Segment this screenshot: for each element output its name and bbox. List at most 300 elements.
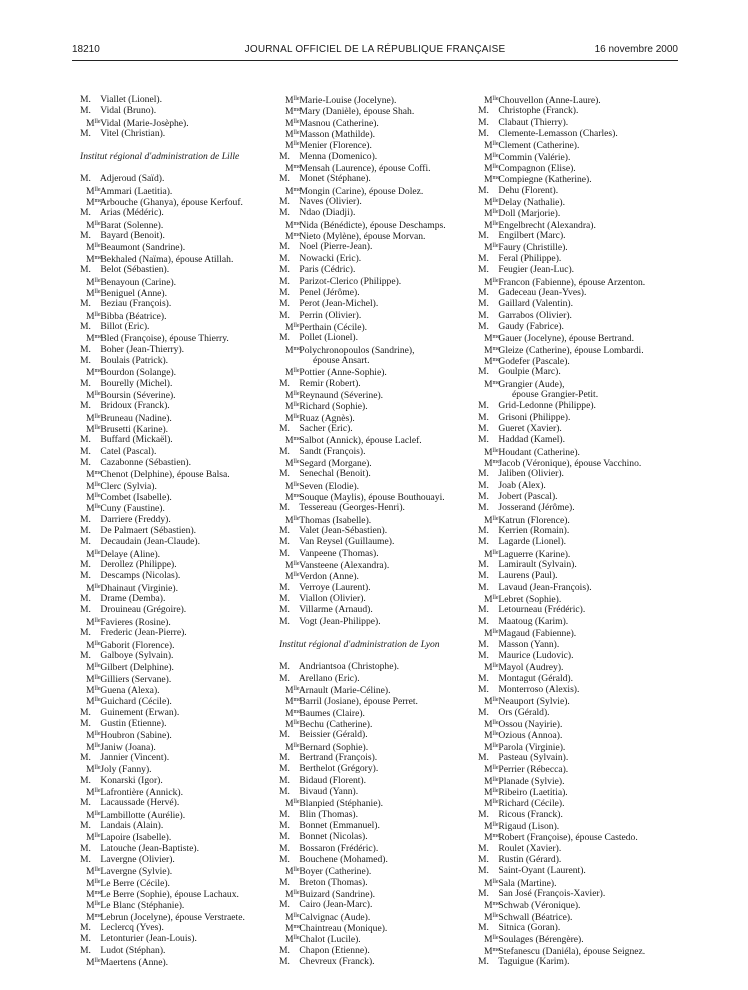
civility-title: M. [279,661,290,673]
person-name: Gaborit (Florence). [100,639,175,651]
person-name: Maatoug (Karim). [498,615,569,627]
person-name: Perthain (Cécile). [299,321,368,333]
column-3 [478,94,678,967]
civility-title: M. [478,581,489,593]
list-item [279,468,475,479]
person-name: Masnou (Catherine). [299,117,379,129]
civility-title: M. [80,400,91,412]
list-item [478,310,678,321]
list-item [80,525,275,536]
civility-title: M. [478,105,489,117]
civility-title: M. [478,649,489,661]
list-item [80,797,275,808]
civility-title: M. [478,434,489,446]
list-item [478,400,678,411]
list-item [80,298,275,309]
civility-title: $M^{lle}$ [285,741,300,753]
list-item [80,389,275,400]
list-item [279,94,475,105]
civility-title: M. [279,536,290,548]
person-name: Jobert (Pascal). [498,491,558,503]
list-item [80,468,275,479]
person-name: Lavergne (Sylvie). [100,866,173,878]
list-item [478,230,678,241]
person-name: Laurens (Paul). [498,570,558,582]
person-name: Bossaron (Frédéric). [299,842,379,854]
list-item [279,128,475,139]
list-item [478,468,678,479]
person-name: Combet (Isabelle). [100,492,172,504]
person-name: Lebret (Sophie). [498,594,562,606]
list-item [279,105,475,116]
spacer [279,627,475,638]
person-name: Lafrontière (Annick). [100,786,183,798]
list-item [80,117,275,128]
list-item [80,650,275,661]
civility-title: M. [478,525,489,537]
person-name: Feral (Philippe). [498,252,562,264]
civility-title: M. [279,842,290,854]
civility-title: M. [478,502,489,514]
list-item [279,366,475,377]
list-item [279,298,475,309]
list-item [478,139,678,150]
list-item [279,593,475,604]
civility-title: $M^{me}$ [285,219,301,231]
person-name: Bayard (Benoit). [100,230,165,242]
person-name: Verdon (Anne). [299,571,359,583]
publication-date: 16 novembre 2000 [594,44,678,55]
list-item [279,933,475,944]
civility-title: M. [478,615,489,627]
person-name: Bibba (Béatrice). [100,310,167,322]
person-name: Senechal (Benoit). [299,468,371,480]
civility-title: M. [478,536,489,548]
person-name: Lacaussade (Hervé). [100,797,180,809]
civility-title: $M^{lle}$ [285,866,300,878]
civility-title: M. [80,457,91,468]
civility-title: $M^{lle}$ [484,242,499,254]
list-item [80,264,275,275]
civility-title: M. [279,173,290,185]
list-item [279,264,475,275]
list-item [279,491,475,502]
list-item [279,412,475,423]
civility-title: M. [80,298,91,310]
person-name: Arellano (Eric). [298,672,360,684]
civility-title: M. [80,922,91,934]
person-name: Lavergne (Olivier). [100,854,175,866]
list-item [80,536,275,547]
civility-title: M. [478,922,489,934]
civility-title: M. [80,854,91,866]
civility-title: M. [279,729,290,741]
person-name: Engilbert (Marc). [498,230,566,242]
list-item [80,434,275,445]
civility-title: M. [279,581,290,593]
person-name: Ossou (Nayirie). [498,718,563,730]
person-name: Vansteene (Alexandra). [299,560,390,572]
list-item-continuation: épouse Grangier-Petit. [512,388,599,400]
civility-title: M. [279,820,290,831]
civility-title: $M^{lle}$ [86,684,101,696]
civility-title: M. [478,252,489,264]
person-name: Delaye (Aline). [100,548,161,560]
civility-title: $M^{lle}$ [484,276,499,288]
list-item [80,604,275,615]
list-item [478,366,678,377]
person-name: Perrier (Rébecca). [498,764,569,776]
list-item [80,502,275,513]
civility-title: M. [279,944,290,956]
person-name: Schwall (Béatrice). [498,911,573,923]
person-name: Pottier (Anne-Sophie). [299,367,387,379]
civility-title: $M^{lle}$ [285,129,300,141]
civility-title: $M^{lle}$ [285,934,300,946]
civility-title: M. [80,128,91,140]
person-name: Stefanescu (Daniéla), épouse Seignez. [498,945,646,957]
list-item [478,831,678,842]
civility-title: $M^{lle}$ [484,775,499,787]
civility-title: $M^{lle}$ [484,219,499,231]
civility-title: $M^{me}$ [484,174,500,186]
person-name: Breton (Thomas). [299,876,368,888]
list-item [478,128,678,139]
list-item [279,695,475,706]
person-name: Remir (Robert). [299,377,361,389]
list-item [478,480,678,491]
civility-title: M. [478,842,489,854]
list-item [80,593,275,604]
person-name: Parola (Virginie). [498,741,566,753]
civility-title: M. [80,513,91,525]
civility-title: $M^{lle}$ [86,877,101,889]
list-item [80,877,275,888]
list-item [478,786,678,797]
person-name: Galboye (Sylvain). [100,649,174,661]
person-name: Monterroso (Alexis). [498,683,580,695]
person-name: Cazabonne (Sébastien). [100,457,191,468]
list-item [478,797,678,808]
list-item [478,287,678,298]
list-item [478,888,678,899]
list-item [80,400,275,411]
list-item [279,400,475,411]
list-item [279,310,475,321]
list-item [80,491,275,502]
list-item [478,922,678,933]
civility-title: $M^{lle}$ [285,684,300,696]
list-item [80,310,275,321]
person-name: Bled (Françoise), épouse Thierry. [100,333,229,345]
person-name: Vidal (Marie-Josèphe). [100,117,189,129]
list-item [80,741,275,752]
person-name: Bidaud (Florent). [299,774,367,786]
person-name: Lagarde (Lionel). [498,536,567,548]
list-item [80,945,275,956]
list-item [478,207,678,218]
list-item [279,616,475,627]
journal-title: JOURNAL OFFICIEL DE LA RÉPUBLIQUE FRANÇAISE [244,44,506,55]
person-name: Mongin (Carine), épouse Dolez. [299,185,424,197]
list-item [478,820,678,831]
civility-title: M. [80,933,91,945]
list-item [478,412,678,423]
civility-title: M. [279,196,290,208]
list-item [279,332,475,343]
person-name: Delay (Nathalie). [498,197,565,209]
civility-title: $M^{lle}$ [86,764,101,776]
person-name: Nieto (Mylène), épouse Morvan. [299,231,426,243]
civility-title: $M^{lle}$ [86,219,101,231]
person-name: Bridoux (Franck). [100,400,170,412]
person-name: Pasteau (Sylvain). [498,751,569,763]
civility-title: M. [478,559,489,571]
civility-title: $M^{lle}$ [484,514,499,526]
list-item [279,139,475,150]
civility-title: M. [279,332,290,344]
person-name: Boyer (Catherine). [299,866,372,878]
person-name: Richard (Sophie). [299,401,368,413]
person-name: Guinement (Erwan). [100,706,180,718]
civility-title: $M^{lle}$ [285,389,300,401]
civility-title: $M^{lle}$ [86,548,101,560]
person-name: Drouineau (Grégoire). [100,604,187,616]
list-item [279,480,475,491]
list-item [279,344,475,355]
list-item [80,378,275,389]
person-name: Nowacki (Eric). [299,252,362,264]
list-item [80,673,275,684]
list-item [478,536,678,547]
civility-title: M. [80,842,91,854]
person-name: Viallet (Lionel). [100,94,162,105]
person-name: Bouchene (Mohamed). [299,854,388,866]
list-item [80,514,275,525]
civility-title: $M^{me}$ [285,435,301,447]
list-item [80,888,275,899]
person-name: Thomas (Isabelle). [299,514,372,526]
list-item [80,718,275,729]
civility-title: M. [279,309,290,321]
person-name: Beniguel (Anne). [100,287,168,299]
person-name: Cuny (Faustine). [100,503,165,515]
civility-title: $M^{lle}$ [86,242,101,254]
civility-title: $M^{lle}$ [484,95,499,106]
person-name: Souque (Maylis), épouse Bouthouayi. [299,492,445,504]
list-item [478,639,678,650]
list-item [279,287,475,298]
civility-title: M. [80,525,91,537]
list-item [478,173,678,184]
list-item [80,548,275,559]
list-item [80,230,275,241]
civility-title: M. [279,615,290,627]
list-item [279,922,475,933]
list-item [80,366,275,377]
person-name: Beissier (Gérald). [299,729,368,741]
person-name: Bechu (Catherine). [299,718,373,730]
civility-title: M. [80,173,91,185]
person-name: Bernard (Sophie). [299,741,369,753]
civility-title: $M^{lle}$ [484,821,499,832]
civility-title: M. [279,854,290,866]
person-name: Sacher (Eric). [299,422,353,434]
civility-title: $M^{lle}$ [86,185,101,197]
list-item [80,707,275,718]
person-name: Arnault (Marie-Céline). [298,684,391,696]
civility-title: M. [279,763,290,775]
civility-title: $M^{lle}$ [285,412,300,424]
civility-title: M. [478,638,489,650]
civility-title: $M^{lle}$ [484,911,499,923]
person-name: Sandt (François). [299,445,366,457]
civility-title: M. [478,116,489,128]
person-name: Catel (Pascal). [100,445,157,457]
list-item [279,570,475,581]
person-name: Josserand (Jérôme). [498,502,575,514]
person-name: Commin (Valérie). [498,151,571,163]
civility-title: $M^{me}$ [285,696,301,708]
person-name: Boher (Jean-Thierry). [100,343,185,355]
list-item [80,831,275,842]
person-name: Bourelly (Michel). [100,377,173,389]
civility-title: M. [478,672,489,684]
civility-title: $M^{me}$ [86,197,102,209]
person-name: Boulais (Patrick). [100,354,169,366]
list-item [279,185,475,196]
person-name: Menna (Domenico). [299,150,378,162]
list-item [80,616,275,627]
civility-title: M. [478,286,489,298]
person-name: Monet (Stéphane). [299,173,371,185]
person-name: Beziau (François). [100,298,172,310]
list-item [80,752,275,763]
person-name: Maurice (Ludovic). [498,649,574,661]
person-name: Goulpie (Marc). [498,366,561,378]
list-item [279,865,475,876]
person-name: Pollet (Lionel). [299,332,359,344]
list-item [80,854,275,865]
list-item [80,582,275,593]
civility-title: $M^{lle}$ [484,741,499,753]
person-name: Grid-Ledonne (Philippe). [498,400,596,412]
civility-title: M. [80,751,91,763]
civility-title: M. [478,491,489,503]
civility-title: $M^{lle}$ [86,809,101,821]
civility-title: $M^{lle}$ [484,934,499,946]
person-name: Gleize (Catherine), épouse Lombardi. [498,344,644,356]
list-item [80,911,275,922]
civility-title: M. [279,445,290,457]
list-item [478,741,678,752]
civility-title: M. [279,525,290,537]
civility-title: M. [80,774,91,786]
list-item [478,434,678,445]
person-name: Bekhaled (Naïma), épouse Atillah. [100,253,234,265]
civility-title: $M^{me}$ [484,458,500,469]
person-name: Verroye (Laurent). [299,581,371,593]
header-rule [72,60,678,61]
person-name: Salbot (Annick), épouse Laclef. [299,435,422,447]
civility-title: $M^{lle}$ [285,889,300,901]
person-name: Valet (Jean-Sébastien). [299,525,388,537]
civility-title: M. [80,706,91,718]
civility-title: $M^{lle}$ [484,662,499,674]
list-item [279,241,475,252]
list-item [80,865,275,876]
list-item [478,446,678,457]
person-name: Robert (Françoise), épouse Castedo. [498,832,638,844]
list-item [478,514,678,525]
person-name: Francon (Fabienne), épouse Arzenton. [498,276,646,288]
person-name: Haddad (Kamel). [498,434,566,446]
civility-title: M. [80,445,91,457]
person-name: Benayoun (Carine). [100,276,177,288]
list-item [80,94,275,105]
list-item [80,207,275,218]
person-name: Compagnon (Elise). [498,163,576,175]
person-name: Sitnica (Goran). [498,922,561,934]
civility-title: $M^{me}$ [285,707,301,719]
list-item [279,729,475,740]
list-item [279,196,475,207]
page-header [72,44,678,58]
civility-title: $M^{me}$ [484,900,500,912]
person-name: Bruneau (Nadine). [100,412,172,424]
civility-title: M. [80,570,91,582]
list-item [80,763,275,774]
list-item [478,729,678,740]
civility-title: M. [478,751,489,763]
person-name: Lapoire (Isabelle). [100,832,172,844]
list-item [478,661,678,672]
civility-title: M. [279,774,290,786]
person-name: Letonturier (Jean-Louis). [100,933,197,945]
list-item [279,604,475,615]
civility-title: M. [80,343,91,355]
person-name: Letourneau (Frédéric). [498,604,586,616]
person-name: Vogt (Jean-Philippe). [299,615,381,627]
person-name: Taguigue (Karim). [498,956,570,968]
person-name: Grangier (Aude), [498,378,565,390]
person-name: Marie-Louise (Jocelyne). [299,95,397,106]
list-item [80,332,275,343]
civility-title: $M^{lle}$ [86,582,101,594]
person-name: Latouche (Jean-Baptiste). [100,842,199,854]
list-item [279,809,475,820]
list-item [478,264,678,275]
person-name: Ribeiro (Laetitia). [498,786,568,798]
civility-title: $M^{me}$ [285,106,301,118]
civility-title: M. [80,820,91,831]
person-name: Vanpeene (Thomas). [299,547,379,559]
person-name: Chouvellon (Anne-Laure). [498,95,601,106]
list-item [80,809,275,820]
person-name: Gaillard (Valentin). [498,298,573,310]
list-item [478,911,678,922]
person-name: Boursin (Séverine). [100,389,176,401]
civility-title: $M^{lle}$ [86,423,101,435]
person-name: Segard (Morgane). [299,458,372,469]
list-item [478,707,678,718]
list-item [478,491,678,502]
civility-title: M. [478,309,489,321]
civility-title: M. [478,956,489,968]
list-item [279,888,475,899]
person-name: Clabaut (Thierry). [498,116,569,128]
civility-title: $M^{lle}$ [484,197,499,209]
